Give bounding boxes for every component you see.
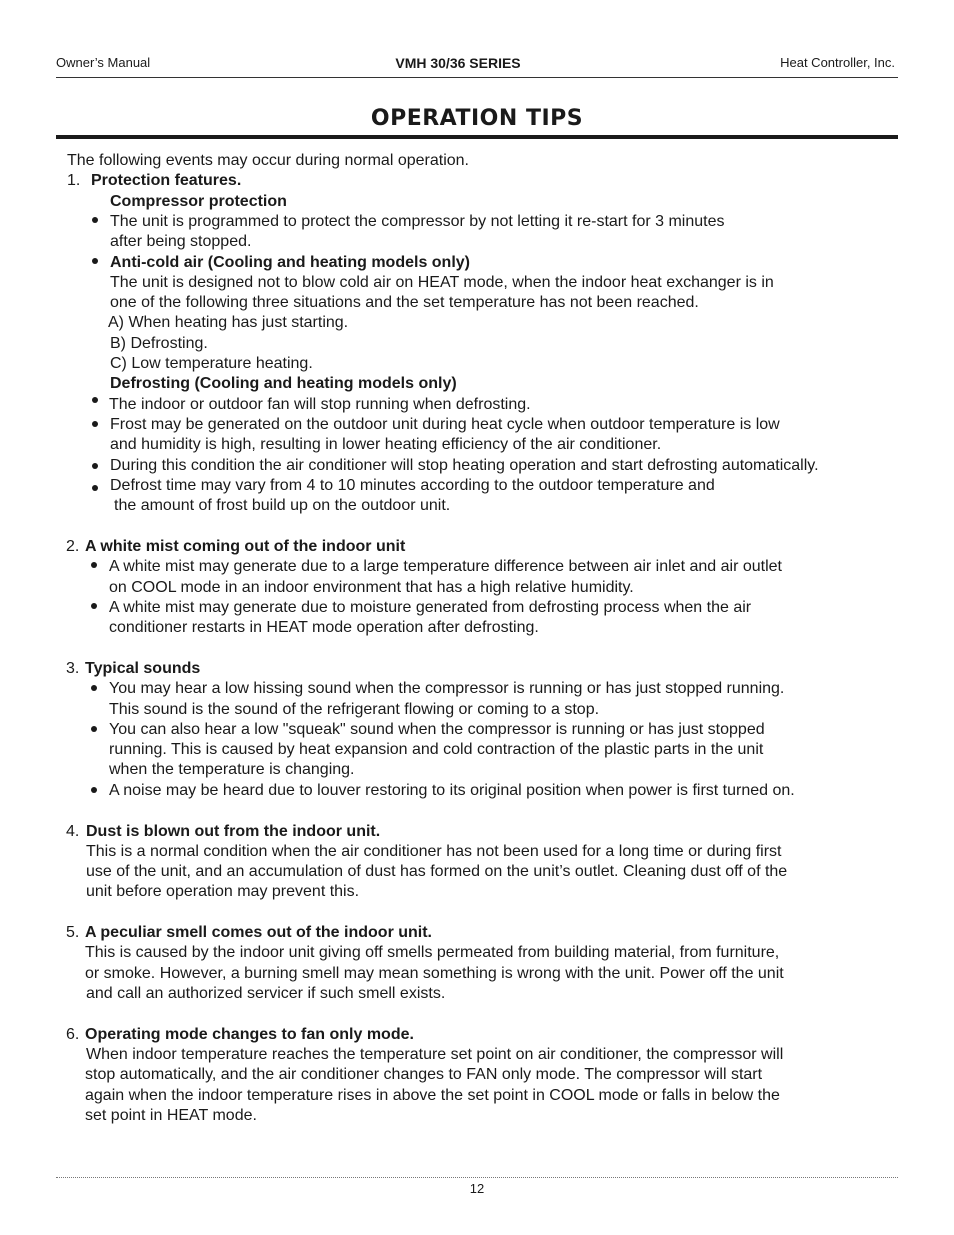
compressor-protection-line: after being stopped. <box>110 233 252 250</box>
bullet-icon <box>92 463 98 469</box>
section-3-line: This sound is the sound of the refrigerant flowing or coming to a stop. <box>109 701 600 718</box>
anti-cold-item-b: B) Defrosting. <box>110 335 208 352</box>
section-5-line: This is caused by the indoor unit giving off smells permeated from building material, from furniture, <box>85 944 780 961</box>
defrosting-line: and humidity is high, resulting in lower heating efficiency of the air conditioner. <box>110 436 662 453</box>
section-3-heading: Typical sounds <box>85 660 201 677</box>
anti-cold-line: one of the following three situations and the set temperature has not been reached. <box>110 294 699 311</box>
section-3-line: You may hear a low hissing sound when the compressor is running or has just stopped running. <box>109 680 785 697</box>
section-3-number: 3. <box>66 660 80 677</box>
section-5-line: and call an authorized servicer if such smell exists. <box>86 985 446 1002</box>
defrosting-heading: Defrosting (Cooling and heating models only) <box>110 375 457 392</box>
section-2-line: on COOL mode in an indoor environment that has a high relative humidity. <box>109 579 634 596</box>
section-6-line: set point in HEAT mode. <box>85 1107 257 1124</box>
bullet-icon <box>92 485 98 491</box>
section-3-line: when the temperature is changing. <box>109 761 355 778</box>
bullet-icon <box>91 685 97 691</box>
page-number: 12 <box>469 1181 485 1196</box>
section-6-line: When indoor temperature reaches the temperature set point on air conditioner, the compressor will <box>86 1046 784 1063</box>
header-company-label: Heat Controller, Inc. <box>780 55 895 70</box>
anti-cold-item-c: C) Low temperature heating. <box>110 355 313 372</box>
section-5-line: or smoke. However, a burning smell may mean something is wrong with the unit. Power off the unit <box>85 965 784 982</box>
section-5-number: 5. <box>66 924 80 941</box>
section-5-heading: A peculiar smell comes out of the indoor unit. <box>85 924 432 941</box>
section-6-line: stop automatically, and the air conditioner changes to FAN only mode. The compressor will start <box>85 1066 763 1083</box>
section-2-number: 2. <box>66 538 80 555</box>
bullet-icon <box>91 726 97 732</box>
bullet-icon <box>91 787 97 793</box>
section-1-number: 1. <box>67 172 81 189</box>
bullet-icon <box>92 258 98 264</box>
bullet-icon <box>92 397 98 403</box>
anti-cold-line: The unit is designed not to blow cold air on HEAT mode, when the indoor heat exchanger is in <box>110 274 774 291</box>
section-4-line: use of the unit, and an accumulation of dust has formed on the unit’s outlet. Cleaning dust off of the <box>86 863 788 880</box>
section-6-number: 6. <box>66 1026 80 1043</box>
section-3-line: running. This is caused by heat expansion and cold contraction of the plastic parts in the unit <box>109 741 764 758</box>
section-2-line: A white mist may generate due to moisture generated from defrosting process when the air <box>109 599 752 616</box>
section-1-heading: Protection features. <box>91 172 242 189</box>
header-series-label: VMH 30/36 SERIES <box>395 55 521 71</box>
section-3-line: You can also hear a low "squeak" sound when the compressor is running or has just stopped <box>109 721 765 738</box>
anti-cold-heading: Anti-cold air (Cooling and heating models only) <box>110 254 470 271</box>
section-4-line: This is a normal condition when the air conditioner has not been used for a long time or during first <box>86 843 782 860</box>
defrosting-line: Frost may be generated on the outdoor unit during heat cycle when outdoor temperature is low <box>110 416 780 433</box>
section-4-number: 4. <box>66 823 80 840</box>
compressor-protection-heading: Compressor protection <box>110 193 287 210</box>
bullet-icon <box>92 421 98 427</box>
section-2-line: A white mist may generate due to a large temperature difference between air inlet and air outlet <box>109 558 782 575</box>
section-3-line: A noise may be heard due to louver restoring to its original position when power is first turned on. <box>109 782 795 799</box>
section-6-heading: Operating mode changes to fan only mode. <box>85 1026 414 1043</box>
defrosting-line: The indoor or outdoor fan will stop running when defrosting. <box>109 396 531 413</box>
anti-cold-item-a: A) When heating has just starting. <box>108 314 349 331</box>
bullet-icon <box>91 603 97 609</box>
defrosting-line: the amount of frost build up on the outdoor unit. <box>114 497 451 514</box>
page-title: OPERATION TIPS <box>370 106 584 131</box>
section-2-heading: A white mist coming out of the indoor unit <box>85 538 406 555</box>
intro-text: The following events may occur during normal operation. <box>67 152 469 169</box>
footer-divider <box>56 1177 898 1178</box>
section-4-heading: Dust is blown out from the indoor unit. <box>86 823 381 840</box>
section-2-line: conditioner restarts in HEAT mode operation after defrosting. <box>109 619 539 636</box>
section-6-line: again when the indoor temperature rises in above the set point in COOL mode or falls in below the <box>85 1087 780 1104</box>
defrosting-line: Defrost time may vary from 4 to 10 minutes according to the outdoor temperature and <box>110 477 715 494</box>
compressor-protection-line: The unit is programmed to protect the compressor by not letting it re-start for 3 minutes <box>110 213 725 230</box>
header-manual-label: Owner’s Manual <box>56 55 151 70</box>
bullet-icon <box>91 562 97 568</box>
section-4-line: unit before operation may prevent this. <box>86 883 360 900</box>
defrosting-line: During this condition the air conditioner will stop heating operation and start defrosting automatically. <box>110 457 819 474</box>
bullet-icon <box>92 217 98 223</box>
